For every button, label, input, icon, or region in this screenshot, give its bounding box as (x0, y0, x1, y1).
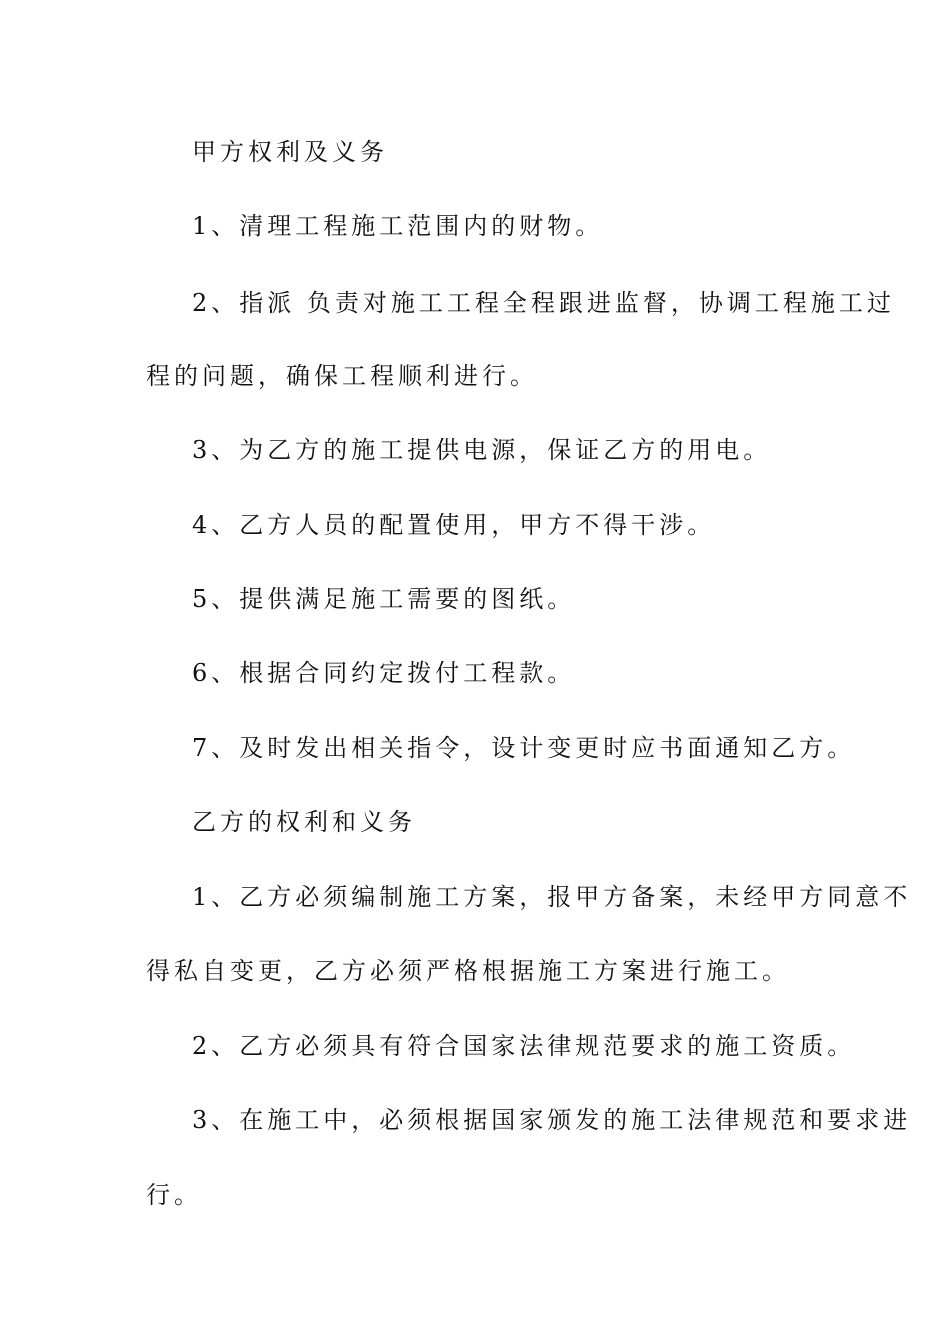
clause-b-2: 2、乙方必须具有符合国家法律规范要求的施工资质。 (192, 1032, 856, 1060)
clause-a-5: 5、提供满足施工需要的图纸。 (192, 585, 576, 613)
clause-b-3-line-2: 行。 (146, 1181, 202, 1209)
clause-b-1-line-1: 1、乙方必须编制施工方案，报甲方备案，未经甲方同意不 (192, 883, 912, 911)
clause-a-2-line-2: 程的问题，确保工程顺利进行。 (146, 362, 538, 390)
clause-a-1: 1、清理工程施工范围内的财物。 (192, 212, 604, 240)
section-heading-party-b: 乙方的权利和义务 (192, 808, 416, 836)
clause-a-4: 4、乙方人员的配置使用，甲方不得干涉。 (192, 511, 716, 539)
clause-a-3: 3、为乙方的施工提供电源，保证乙方的用电。 (192, 436, 772, 464)
clause-a-6: 6、根据合同约定拨付工程款。 (192, 659, 576, 687)
clause-b-1-line-2: 得私自变更，乙方必须严格根据施工方案进行施工。 (146, 957, 790, 985)
section-heading-party-a: 甲方权利及义务 (192, 138, 388, 166)
clause-b-3-line-1: 3、在施工中，必须根据国家颁发的施工法律规范和要求进 (192, 1106, 912, 1134)
clause-a-7: 7、及时发出相关指令，设计变更时应书面通知乙方。 (192, 734, 856, 762)
clause-a-2-line-1: 2、指派 负责对施工工程全程跟进监督，协调工程施工过 (192, 289, 895, 317)
